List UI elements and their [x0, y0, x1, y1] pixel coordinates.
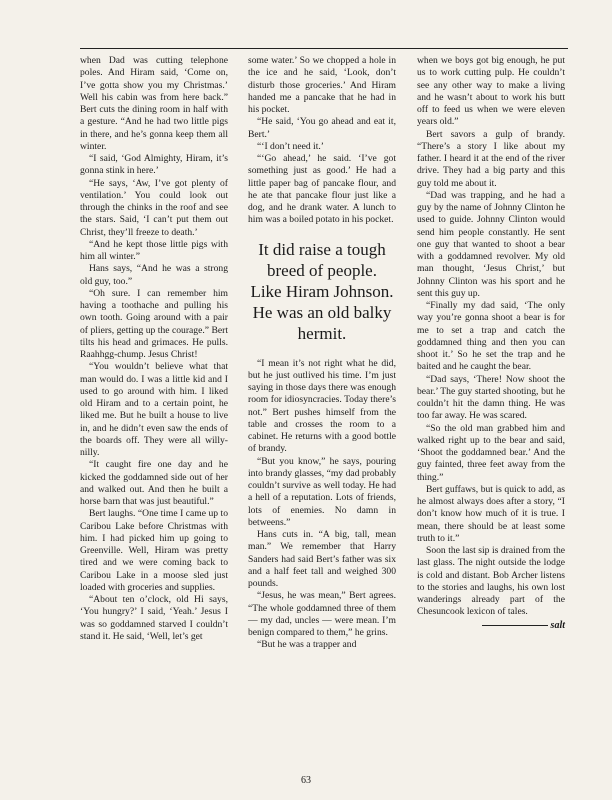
pull-quote: It did raise a tough breed of people. Like Hiram Johnson. He was an old balky hermit.: [250, 239, 394, 343]
paragraph: “So the old man grabbed him and walked right up to the bear and said, ‘Shoot the goddamned bear.’ And the guy fainted, three feet away from the thing.”: [417, 422, 565, 483]
paragraph: when Dad was cutting telephone poles. And Hiram said, ‘Come on, I’ve gotta show you my Christmas.’ Well his cabin was from here back.” Bert cuts the dining room in half with a gesture. “And he had two little pigs in there, and he’s gonna keep them all winter.: [80, 55, 228, 152]
paragraph: some water.’ So we chopped a hole in the ice and he said, ‘Look, don’t disturb those groceries.’ And Hiram handed me a pancake that he had in his pocket.: [248, 55, 396, 115]
paragraph: Hans says, “And he was a strong old guy, too.”: [80, 263, 228, 287]
paragraph: “‘I don’t need it.’: [257, 140, 324, 152]
column-3: [417, 55, 565, 632]
signature-rule: [482, 625, 548, 626]
paragraph: “You wouldn’t believe what that man would do. I was a little kid and I used to go around with him. I liked old Hiram and to a certain point, he liked me. But he built a house to live in, and he didn’t even saw the ends of the boards off. They were all willy-nilly.: [80, 361, 228, 458]
paragraph: Hans cuts in. “A big, tall, mean man.” We remember that Harry Sanders had said Bert’s father was six and a half feet tall and weighed 300 pounds.: [248, 529, 396, 589]
paragraph: when we boys got big enough, he put us to work cutting pulp. He couldn’t see any other way to make a living and he wasn’t about to work his butt off to feed us when we were eleven years old.”: [417, 55, 565, 128]
paragraph: “Jesus, he was mean,” Bert agrees. “The whole goddamned three of them — my dad, uncles — were mean. I’m benign compared to them,” he grins.: [248, 590, 396, 638]
paragraph: “But you know,” he says, pouring into brandy glasses, “my dad probably couldn’t survive as well today. He had a hell of a reputation. Lots of friends, lots of enemies. No damn in betweens.”: [248, 455, 396, 528]
paragraph: “It caught fire one day and he kicked the goddamned side out of her and walked out. And then he built a horse barn that was just beautiful.”: [80, 459, 228, 507]
signature-mark: salt: [550, 619, 565, 631]
paragraph: “Dad was trapping, and he had a guy by the name of Johnny Clinton he used to guide. Johnny Clinton would send him people constantly. He sent one guy that wanted to shoot a bear with a goddamned revolver. My old man thought, ‘Jesus Christ,’ but Johnny Clinton was his sport and he sent this guy up.: [417, 189, 565, 299]
paragraph: Bert savors a gulp of brandy. “There’s a story I like about my father. I heard it at the end of the river drive. They had a big party and this guy told me about it.: [417, 128, 565, 189]
top-rule: [80, 48, 568, 49]
paragraph: Bert laughs. “One time I came up to Caribou Lake before Christmas with him. I had picked him up going to Greenville. Well, Hiram was pretty tired and we were coming back to Caribou Lake in a moose sled just loaded with groceries and supplies.: [80, 508, 228, 593]
paragraph: “He says, ‘Aw, I’ve got plenty of ventilation.’ You could look out through the chinks in the roof and see the stars. Said, ‘I can’t put them out Christ, they’ll freeze to death.’: [80, 177, 228, 238]
paragraph: “Dad says, ‘There! Now shoot the bear.’ The guy started shooting, but he couldn’t hit the damn thing. He was too far away. He was scared.: [417, 373, 565, 422]
paragraph: “‘Go ahead,’ he said. ‘I’ve got something just as good.’ He had a little paper bag of pancake flour, and he ate that pancake flour just like a dog, and he drank water. A lunch to him was a boiled potato in his pocket.: [248, 153, 396, 226]
paragraph: “About ten o’clock, old Hi says, ‘You hungry?’ I said, ‘Yeah.’ Jesus I was so goddamned starved I couldn’t stand it. He said, ‘Well, let’s get: [80, 594, 228, 642]
paragraph: “I said, ‘God Almighty, Hiram, it’s gonna stink in here.’: [80, 153, 228, 177]
paragraph: Soon the last sip is drained from the last glass. The night outside the lodge is cold and distant. Bob Archer listens to the stories and laughs, his own lost wanderings already part of the Chesuncook lexicon of tales.: [417, 545, 565, 618]
paragraph: “Finally my dad said, ‘The only way you’re gonna shoot a bear is for me to set a trap and catch the goddamned thing and then you can shoot it.’ So he set the trap and he baited and he caught the bear.: [417, 300, 565, 373]
paragraph: “But he was a trapper and: [257, 639, 357, 651]
paragraph: “Oh sure. I can remember him having a toothache and pulling his own tooth. Going around with a pair of pliers, getting up the courage.” Bert tilts his head and grimaces. He pulls. Raahhgg-chump. Jesus Christ!: [80, 287, 228, 360]
column-2: [248, 55, 396, 652]
column-1: [80, 55, 228, 643]
paragraph: Bert guffaws, but is quick to add, as he almost always does after a story, “I don’t know how much of it is true. I mean, there should be at least some truth to it.”: [417, 483, 565, 544]
page-number: 63: [301, 775, 311, 786]
signature: [417, 620, 565, 632]
paragraph: “And he kept those little pigs with him all winter.”: [80, 238, 228, 262]
paragraph: “He said, ‘You go ahead and eat it, Bert.’: [248, 116, 396, 140]
paragraph: “I mean it’s not right what he did, but he just outlived his time. I’m just saying in those days there was enough room for idiosyncracies. Today there’s not.” Bert pushes himself from the table and crosses the room to a cabinet. He returns with a good bottle of brandy.: [248, 357, 396, 455]
